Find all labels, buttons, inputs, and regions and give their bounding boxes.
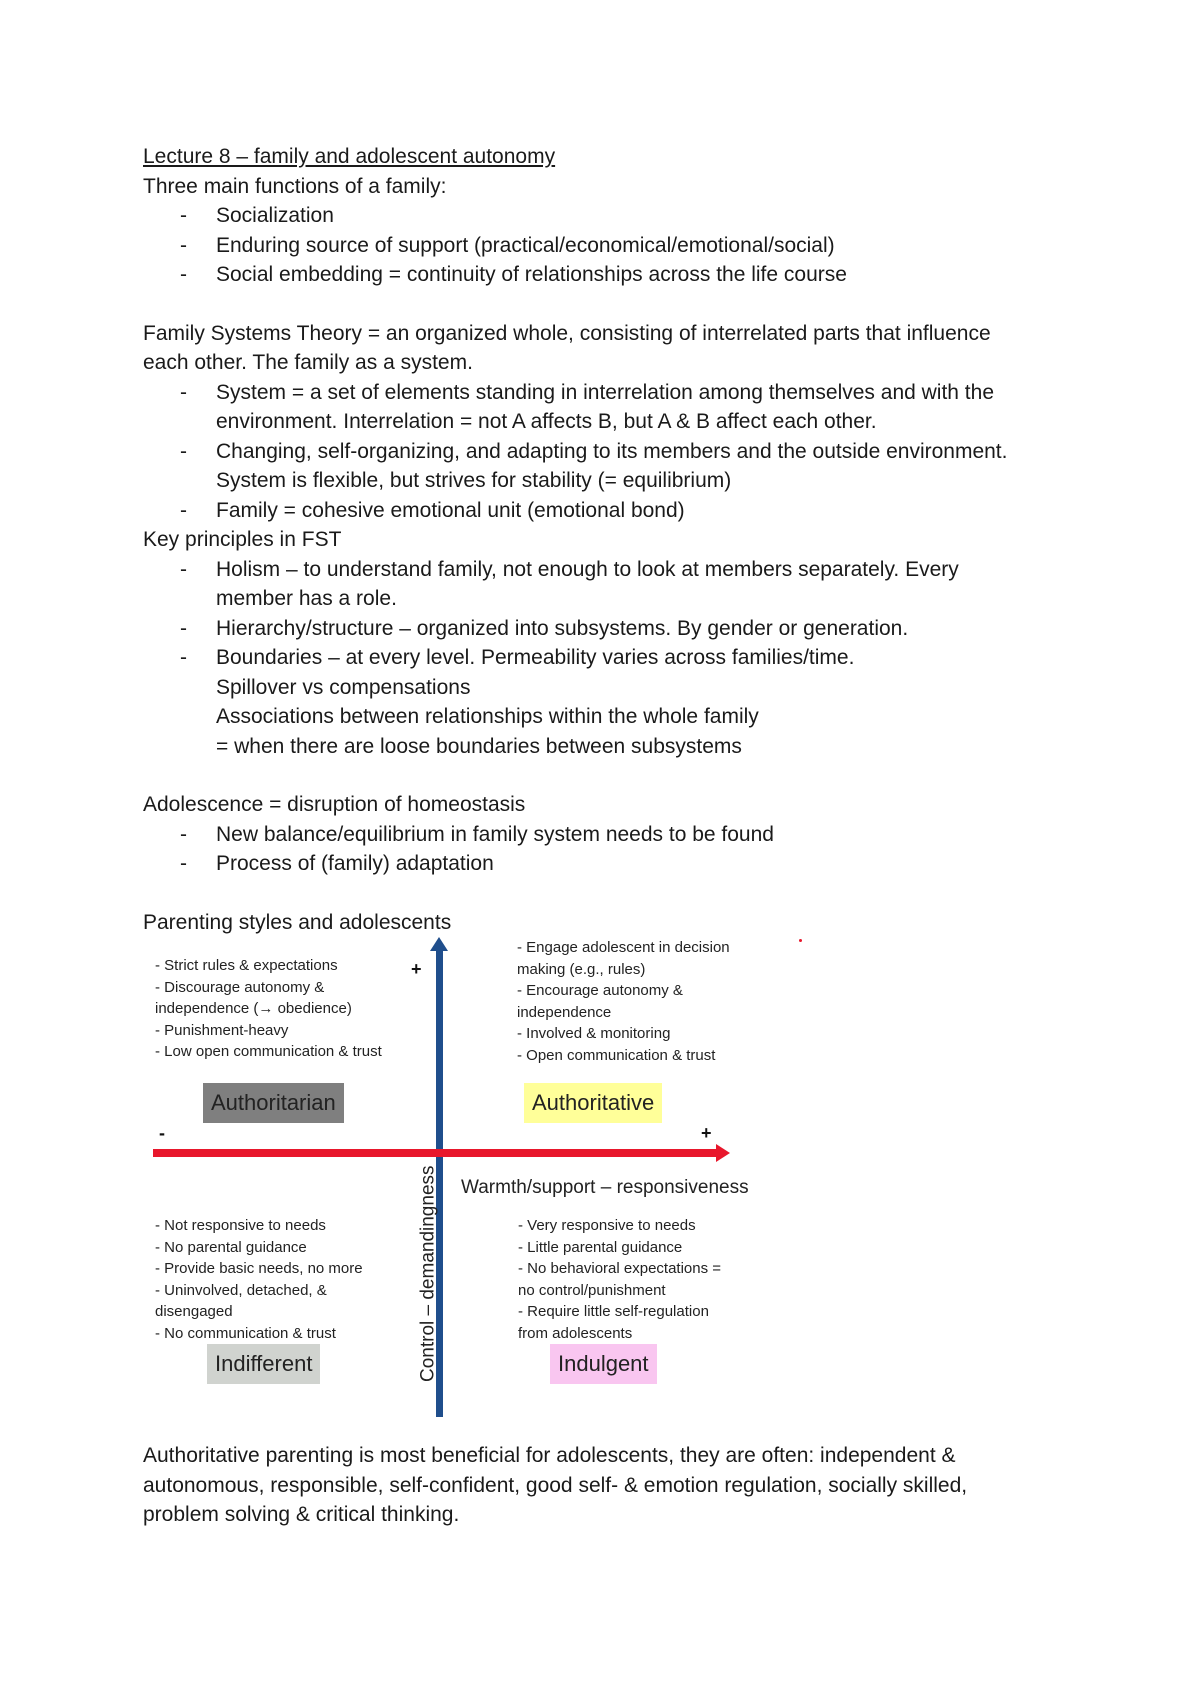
list-item — [143, 555, 1073, 614]
description-line: - Require little self-regulation — [518, 1303, 709, 1320]
description-line: making (e.g., rules) — [517, 960, 646, 978]
list-item: - Enduring source of support (practical/economical/emotional/social) — [143, 231, 1073, 261]
authoritative-description — [517, 937, 767, 1066]
description-line: - Little parental guidance — [518, 1238, 683, 1256]
fst-definition — [143, 319, 1073, 378]
list-item-line: System is flexible, but strives for stability (= equilibrium) — [216, 469, 732, 492]
list-item — [143, 437, 1073, 496]
horizontal-plus-sign: + — [701, 1123, 712, 1143]
page-title: Lecture 8 – family and adolescent autonomy — [143, 145, 556, 168]
fst-definition-line: Family Systems Theory = an organized whole, consisting of interrelated parts that influence — [143, 321, 991, 345]
description-line: - Uninvolved, detached, & — [155, 1281, 327, 1299]
functions-intro: Three main functions of a family: — [143, 174, 447, 198]
horizontal-axis — [153, 1149, 718, 1157]
vertical-plus-sign: + — [411, 959, 422, 979]
list-item-line: - Hierarchy/structure – organized into subsystems. By gender or generation. — [216, 616, 909, 640]
principles-heading: Key principles in FST — [143, 528, 342, 551]
list-item — [143, 496, 1073, 526]
description-line: - Strict rules & expectations — [155, 957, 338, 974]
description-line: - Encourage autonomy & — [517, 982, 683, 999]
description-line: - Punishment-heavy — [155, 1021, 289, 1039]
list-item — [143, 378, 1073, 437]
adolescence-heading: Adolescence = disruption of homeostasis — [143, 793, 526, 816]
conclusion-line: Authoritative parenting is most beneficial for adolescents, they are often: independent & — [143, 1444, 956, 1467]
list-item-line: - System = a set of elements standing in interrelation among themselves and with the — [216, 380, 995, 404]
list-item-line: - Holism – to understand family, not enough to look at members separately. Every — [216, 557, 959, 581]
horizontal-axis-arrowhead — [716, 1144, 730, 1162]
indifferent-label: Indifferent — [207, 1344, 320, 1384]
authoritative-label: Authoritative — [524, 1083, 662, 1123]
list-item-line: - Boundaries – at every level. Permeability varies across families/time. — [216, 646, 855, 669]
functions-list — [143, 201, 1073, 290]
description-line: - No behavioral expectations = — [518, 1260, 722, 1277]
list-item-line: Associations between relationships within the whole family — [216, 705, 759, 728]
list-item: - New balance/equilibrium in family system needs to be found — [143, 820, 1073, 850]
list-item-line: environment. Interrelation = not A affects B, but A & B affect each other. — [216, 410, 877, 433]
vertical-axis-label: Control – demandingness — [417, 1165, 439, 1383]
description-line: - Not responsive to needs — [155, 1217, 326, 1234]
list-item: - Social embedding = continuity of relationships across the life course — [143, 260, 1073, 290]
fst-list — [143, 378, 1073, 526]
indifferent-description — [155, 1215, 395, 1344]
indulgent-label: Indulgent — [550, 1344, 657, 1384]
horizontal-minus-sign: - — [159, 1123, 165, 1143]
description-line: from adolescents — [518, 1324, 633, 1342]
conclusion-line: problem solving & critical thinking. — [143, 1503, 460, 1526]
list-item-line: = when there are loose boundaries between subsystems — [216, 734, 742, 758]
list-item-line: member has a role. — [216, 587, 397, 610]
adolescence-list — [143, 820, 1073, 879]
description-line: independence (→ obedience) — [155, 1000, 352, 1017]
decorative-dot — [799, 939, 802, 942]
description-line: - Very responsive to needs — [518, 1217, 696, 1234]
fst-definition-line: each other. The family as a system. — [143, 351, 473, 374]
description-line: independence — [517, 1003, 612, 1021]
description-line: - Engage adolescent in decision — [517, 939, 730, 956]
list-item-line: - Family = cohesive emotional unit (emotional bond) — [216, 498, 685, 522]
list-item — [143, 643, 1073, 761]
description-line: - Open communication & trust — [517, 1046, 716, 1064]
parenting-styles-diagram — [143, 937, 803, 1417]
list-item-line: Spillover vs compensations — [216, 675, 471, 699]
description-line: - Discourage autonomy & — [155, 978, 325, 996]
horizontal-axis-label: Warmth/support – responsiveness — [461, 1177, 749, 1198]
description-line: - Provide basic needs, no more — [155, 1260, 363, 1277]
principles-list — [143, 555, 1073, 762]
authoritarian-description — [155, 955, 415, 1063]
indulgent-description — [518, 1215, 768, 1344]
description-line: disengaged — [155, 1303, 233, 1320]
description-line: no control/punishment — [518, 1281, 666, 1299]
conclusion-paragraph — [143, 1441, 1073, 1530]
list-item-line: - Changing, self-organizing, and adapting to its members and the outside environment. — [216, 439, 1008, 463]
description-line: - Low open communication & trust — [155, 1043, 382, 1060]
conclusion-line: autonomous, responsible, self-confident, good self- & emotion regulation, socially skilled, — [143, 1473, 968, 1497]
list-item: - Process of (family) adaptation — [143, 849, 1073, 879]
description-line: - No parental guidance — [155, 1238, 307, 1256]
description-line: - Involved & monitoring — [517, 1025, 671, 1042]
document-page — [143, 142, 1073, 1530]
vertical-axis-arrowhead — [430, 937, 448, 951]
description-line: - No communication & trust — [155, 1324, 336, 1342]
parenting-heading: Parenting styles and adolescents — [143, 910, 452, 934]
list-item: - Socialization — [143, 201, 1073, 231]
authoritarian-label: Authoritarian — [203, 1083, 344, 1123]
list-item — [143, 614, 1073, 644]
